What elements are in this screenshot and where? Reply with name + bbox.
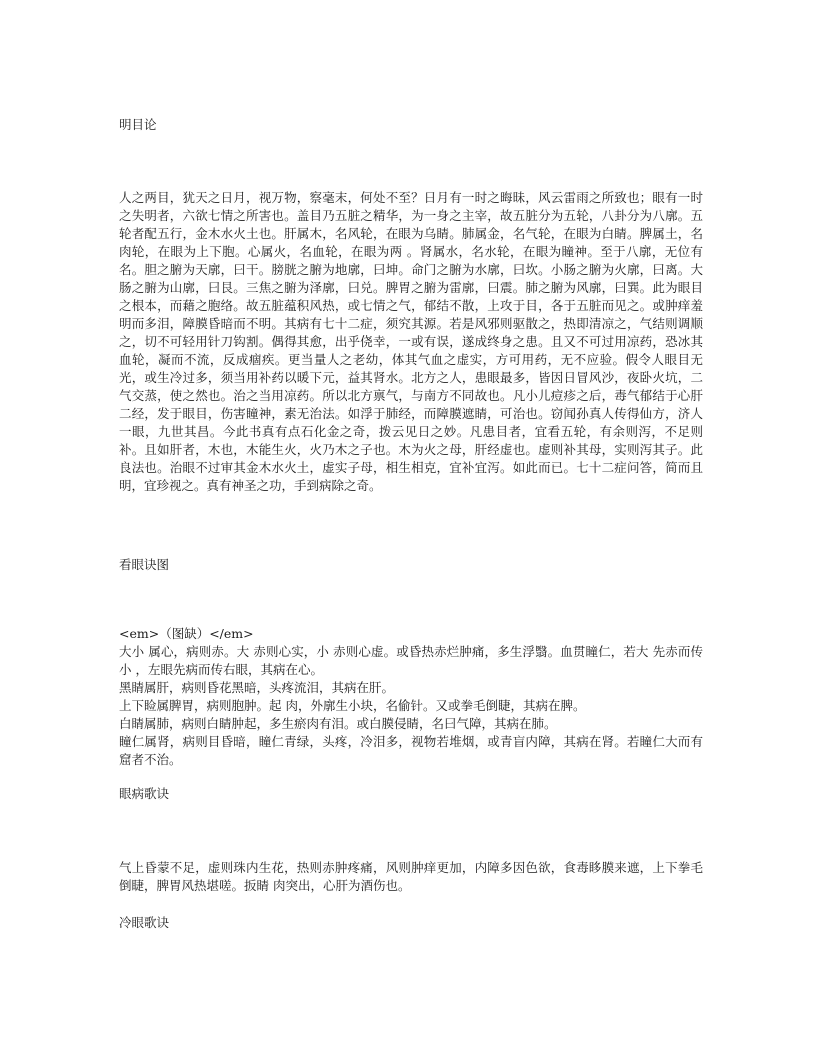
text-line: 黑睛属肝，病则昏花黑暗，头疼流泪，其病在肝。 — [119, 680, 395, 695]
section-body-yanbinggejue — [119, 859, 703, 895]
section-title-mingmulun: 明目论 — [119, 117, 157, 132]
text-line: 白睛属肺，病则白睛肿起，多生瘀肉有泪。或白膜侵睛，名曰气障，其病在肺。 — [119, 716, 557, 731]
section-body-kanyanjuetu — [119, 625, 703, 769]
text-line: 大小 属心，病则赤。大 赤则心实，小 赤则心虚。或昏热赤烂肿痛，多生浮翳。血贯瞳仁，若大 先赤而传小 ，左眼先病而传右眼，其病在心。 — [119, 644, 703, 677]
text-line: 瞳仁属肾，病则目昏暗，瞳仁青绿，头疼，冷泪多，视物若堆烟，或青盲内障，其病在肾。若瞳仁大而有窟者不治。 — [119, 734, 703, 767]
text-line: 上下睑属脾胃，病则胞肿。起 肉，外廓生小块，名偷针。又或拳毛倒睫，其病在脾。 — [119, 698, 586, 713]
paragraph: 人之两目，犹天之日月，视万物，察毫末，何处不至？日月有一时之晦昧，风云雷雨之所致也；眼有一时之失明者，六欲七情之所害也。盖目乃五脏之精华，为一身之主宰，故五脏分为五轮，八卦分为八廓。五轮者配五行，金木水火土也。肝属木，名风轮，在眼为乌睛。肺属金，名气轮，在眼为白睛。脾属土，名肉轮，在眼为上下胞。心属火，名血轮，在眼为两 。肾属水，名水轮，在眼为瞳神。至于八廓，无位有名。胆之腑为天廓，曰干。膀胱之腑为地廓，曰坤。命门之腑为水廓，曰坎。小肠之腑为火廓，曰离。大肠之腑为山廓，曰艮。三焦之腑为泽廓，曰兑。脾胃之腑为雷廓，曰震。肺之腑为风廓，曰巽。此为眼目之根本，而藉之胞络。故五脏蕴积风热，或七情之气，郁结不散，上攻于目，各于五脏而见之。或肿痒羞明而多泪，障膜昏暗而不明。其病有七十二症，须究其源。若是风邪则驱散之，热即清凉之，气结则调顺之，切不可轻用针刀钩割。偶得其愈，出乎侥幸，一或有误，遂成终身之患。且又不可过用凉药，恐冰其血轮，凝而不流，反成痼疾。更当量人之老幼，体其气血之虚实，方可用药，无不应验。假令人眼目无光，或生冷过多，须当用补药以暖下元，益其肾水。北方之人，患眼最多，皆因日冒风沙，夜卧火坑，二气交蒸，使之然也。治之当用凉药。所以北方禀气，与南方不同故也。凡小儿痘疹之后，毒气郁结于心肝二经，发于眼目，伤害瞳神，素无治法。如浮于肺经，而障膜遮睛，可治也。窃闻孙真人传得仙方，济人一眼，九世其昌。今此书真有点石化金之奇，拨云见日之妙。凡患目者，宜看五轮，有余则泻，不足则补。且如肝者，木也，木能生火，火乃木之子也。木为火之母，肝经虚也。虚则补其母，实则泻其子。此良法也。治眼不过审其金木水火土，虚实子母，相生相克，宜补宜泻。如此而已。七十二症问答，简而且明，宜珍视之。真有神圣之功，手到病除之奇。 — [119, 190, 703, 493]
section-title-kanyanjuetu: 看眼诀图 — [119, 557, 170, 572]
figure-missing-note: <em>（图缺）</em> — [119, 626, 254, 641]
section-body-mingmulun — [119, 189, 703, 495]
section-title-lengyangejue: 冷眼歌诀 — [119, 915, 170, 930]
section-title-yanbinggejue: 眼病歌诀 — [119, 786, 170, 801]
paragraph: 气上昏蒙不足，虚则珠内生花，热则赤肿疼痛，风则肿痒更加，内障多因色欲，食毒眵膜来遮，上下拳毛倒睫，脾胃风热堪嗟。扳睛 肉突出，心肝为酒伤也。 — [119, 860, 703, 893]
